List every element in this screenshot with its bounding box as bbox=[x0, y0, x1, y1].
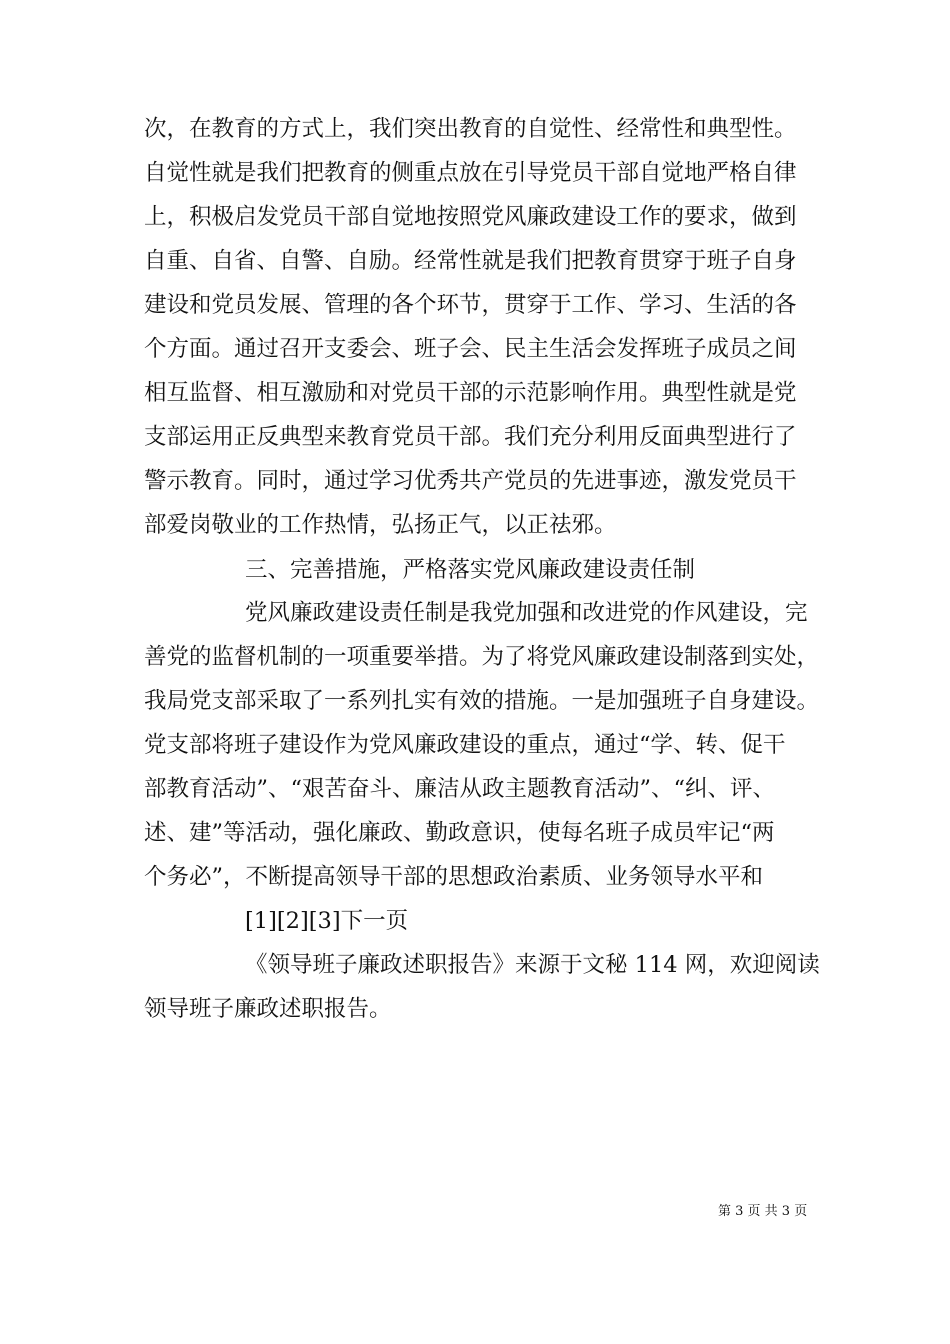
body-line: 自觉性就是我们把教育的侧重点放在引导党员干部自觉地严格自律 bbox=[144, 160, 797, 186]
body-line: 相互监督、相互激励和对党员干部的示范影响作用。典型性就是党 bbox=[144, 380, 797, 406]
body-line: 党风廉政建设责任制是我党加强和改进党的作风建设，完 bbox=[245, 600, 808, 626]
body-line: 个务必”，不断提高领导干部的思想政治素质、业务领导水平和 bbox=[144, 864, 764, 890]
body-line: 述、建”等活动，强化廉政、勤政意识，使每名班子成员牢记“两 bbox=[144, 820, 775, 846]
body-line: 我局党支部采取了一系列扎实有效的措施。一是加强班子自身建设。 bbox=[144, 688, 820, 714]
source-note-continued: 领导班子廉政述职报告。 bbox=[144, 996, 392, 1022]
body-line: 支部运用正反典型来教育党员干部。我们充分利用反面典型进行了 bbox=[144, 424, 797, 450]
body-line: 建设和党员发展、管理的各个环节，贯穿于工作、学习、生活的各 bbox=[144, 292, 797, 318]
body-line: 警示教育。同时，通过学习优秀共产党员的先进事迹，激发党员干 bbox=[144, 468, 797, 494]
body-line: 善党的监督机制的一项重要举措。为了将党风廉政建设制落到实处， bbox=[144, 644, 820, 670]
section-heading: 三、完善措施，严格落实党风廉政建设责任制 bbox=[245, 557, 696, 583]
body-line: 上，积极启发党员干部自觉地按照党风廉政建设工作的要求，做到 bbox=[144, 204, 797, 230]
pagination-links[interactable]: [1][2][3]下一页 bbox=[245, 908, 409, 934]
body-line: 党支部将班子建设作为党风廉政建设的重点，通过“学、转、促干 bbox=[144, 732, 786, 758]
body-line: 个方面。通过召开支委会、班子会、民主生活会发挥班子成员之间 bbox=[144, 336, 797, 362]
body-line: 部教育活动”、“艰苦奋斗、廉洁从政主题教育活动”、“纠、评、 bbox=[144, 776, 776, 802]
source-note: 《领导班子廉政述职报告》来源于文秘 114 网，欢迎阅读 bbox=[245, 952, 820, 978]
body-line: 部爱岗敬业的工作热情，弘扬正气，以正祛邪。 bbox=[144, 512, 617, 538]
page-number-footer: 第 3 页 共 3 页 bbox=[718, 1204, 808, 1219]
body-line: 自重、自省、自警、自励。经常性就是我们把教育贯穿于班子自身 bbox=[144, 248, 797, 274]
body-line: 次，在教育的方式上，我们突出教育的自觉性、经常性和典型性。 bbox=[144, 116, 797, 142]
